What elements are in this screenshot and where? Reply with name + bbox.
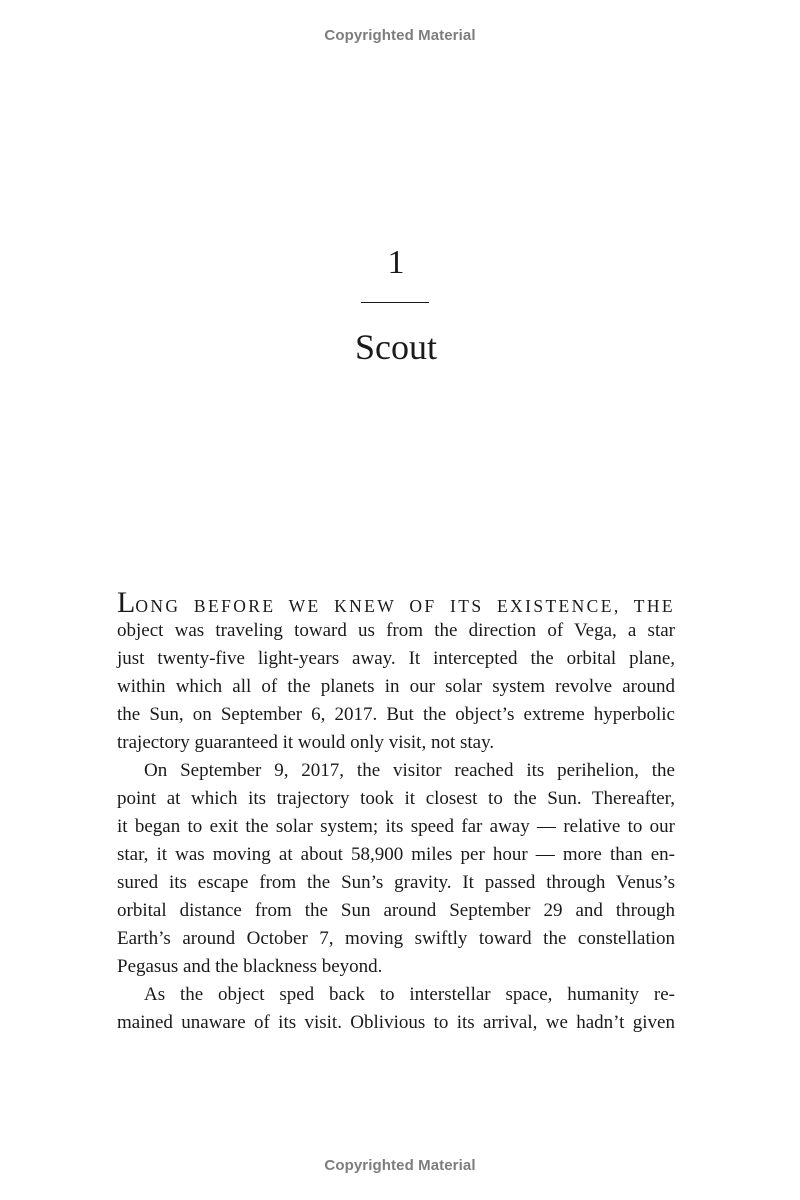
chapter-number: 1 bbox=[387, 244, 405, 281]
paragraph-line: within which all of the planets in our solar system revolve around bbox=[117, 676, 675, 697]
paragraph-line: sured its escape from the Sun’s gravity. It passed through Venus’s bbox=[117, 872, 675, 893]
chapter-divider bbox=[361, 302, 429, 303]
paragraph-line: mained unaware of its visit. Oblivious to its arrival, we hadn’t given bbox=[117, 1012, 675, 1033]
paragraph-line: the Sun, on September 6, 2017. But the object’s extreme hyperbolic bbox=[117, 704, 675, 725]
paragraph-line: point at which its trajectory took it closest to the Sun. Thereafter, bbox=[117, 788, 675, 809]
opening-initial: L bbox=[117, 586, 136, 619]
paragraph-line: On September 9, 2017, the visitor reached its perihelion, the bbox=[144, 760, 675, 781]
paragraph-line: it began to exit the solar system; its speed far away — relative to our bbox=[117, 816, 675, 837]
paragraph-3 bbox=[117, 981, 675, 1037]
paragraph-1 bbox=[117, 617, 675, 757]
paragraph-line: Pegasus and the blackness beyond. bbox=[117, 956, 383, 977]
paragraph-2 bbox=[117, 757, 675, 981]
paragraph-line: As the object sped back to interstellar space, humanity re- bbox=[144, 984, 675, 1005]
paragraph-line: object was traveling toward us from the direction of Vega, a star bbox=[117, 620, 675, 641]
paragraph-line: orbital distance from the Sun around September 29 and through bbox=[117, 900, 675, 921]
paragraph-line: Earth’s around October 7, moving swiftly toward the constellation bbox=[117, 928, 675, 949]
copyright-watermark-bottom: Copyrighted Material bbox=[324, 1157, 476, 1174]
paragraph-line: star, it was moving at about 58,900 miles per hour — more than en- bbox=[117, 844, 675, 865]
chapter-body bbox=[117, 586, 675, 1037]
paragraph-line: trajectory guaranteed it would only visit, not stay. bbox=[117, 732, 495, 753]
copyright-watermark-top: Copyrighted Material bbox=[324, 27, 476, 44]
chapter-title: Scout bbox=[354, 327, 437, 367]
paragraph-line: just twenty-five light-years away. It intercepted the orbital plane, bbox=[117, 648, 675, 669]
opening-smallcaps: ONG BEFORE WE KNEW OF ITS EXISTENCE, THE bbox=[135, 596, 675, 616]
opening-line bbox=[117, 586, 675, 619]
